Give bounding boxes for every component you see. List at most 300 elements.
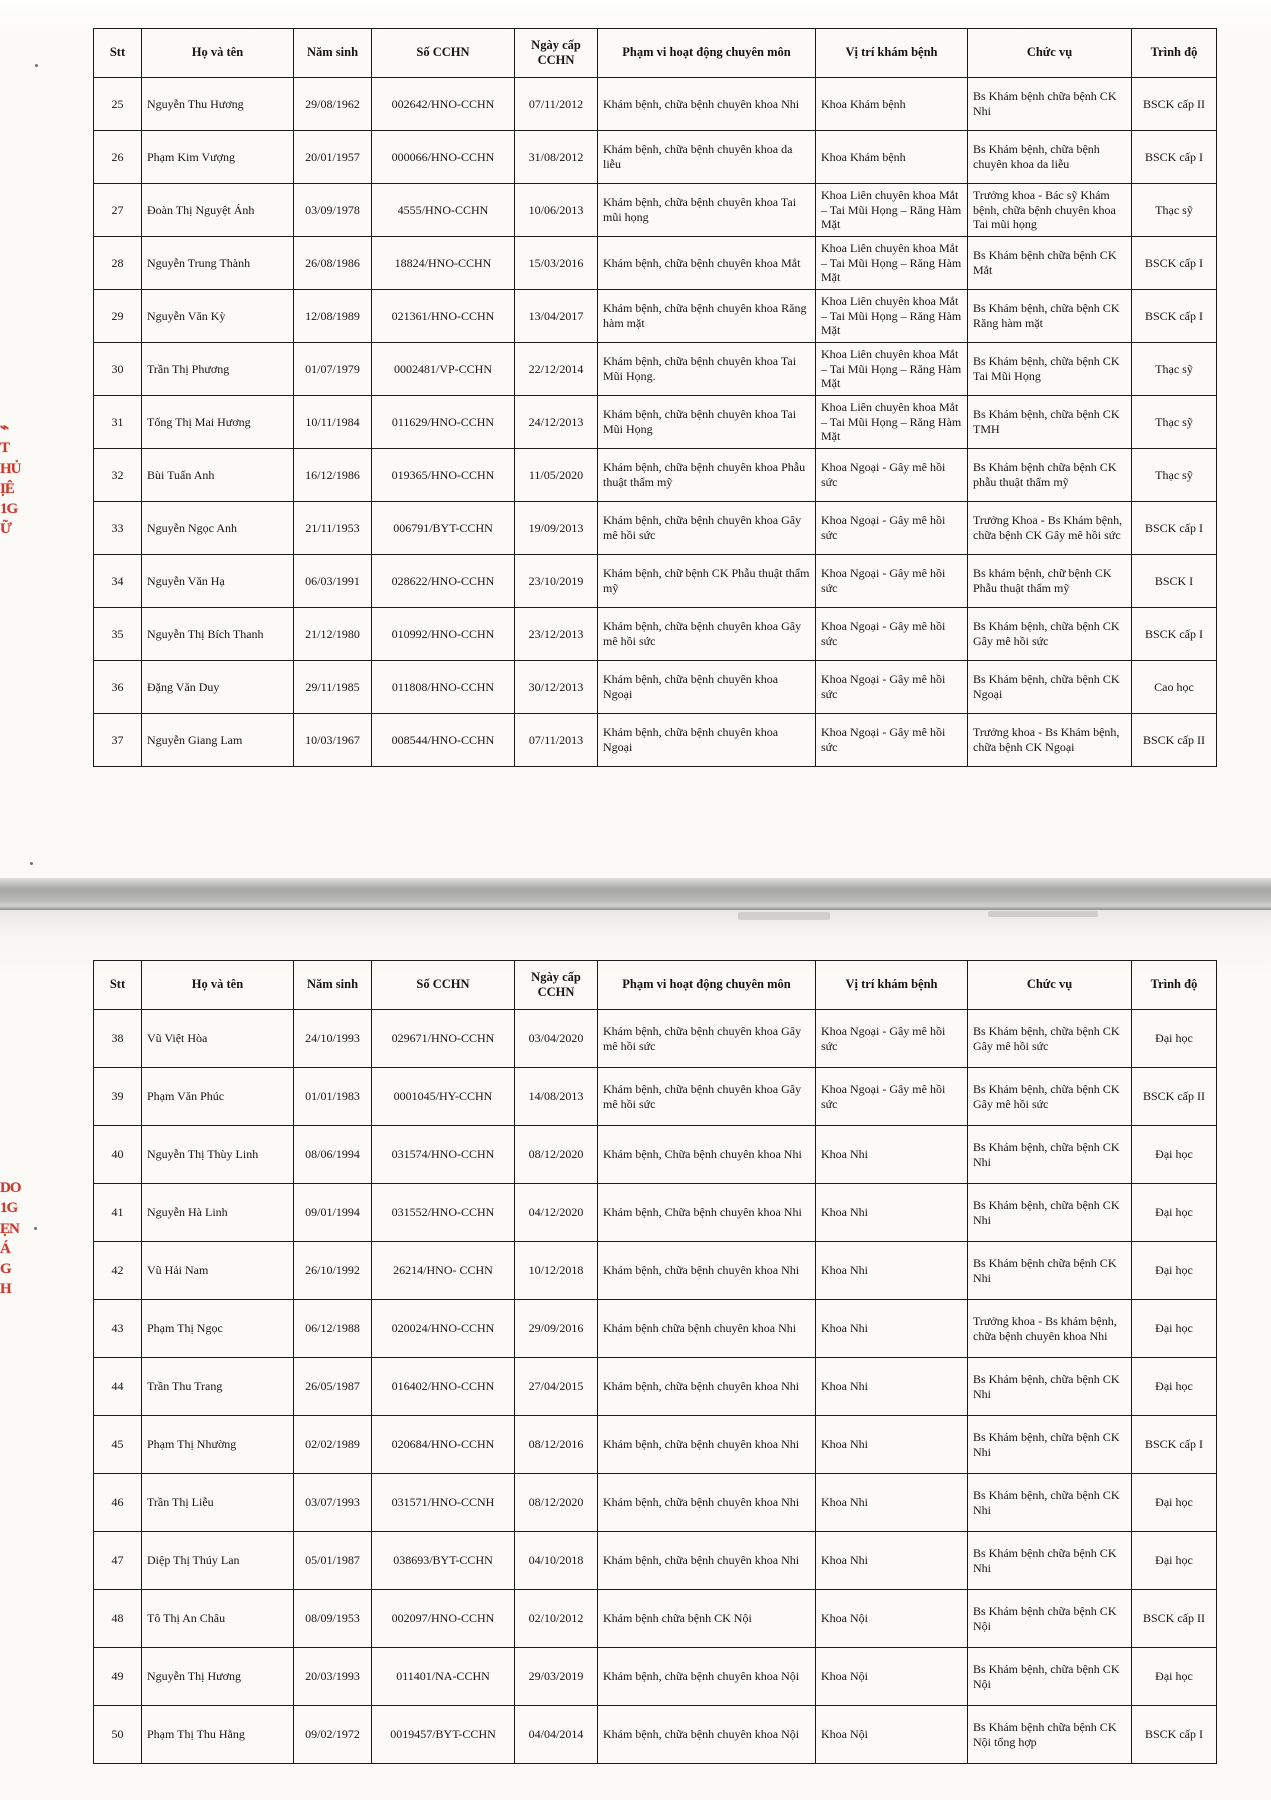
table-cell: Bs Khám bệnh chữa bệnh CK Mắt: [968, 237, 1132, 290]
table-cell: 031552/HNO-CCHN: [372, 1184, 515, 1242]
practitioner-table-page-1: [93, 28, 1217, 767]
table-cell: Tống Thị Mai Hương: [142, 396, 294, 449]
table-row: [94, 1010, 1217, 1068]
table-row: [94, 290, 1217, 343]
table-cell: Khoa Ngoại - Gây mê hồi sức: [816, 714, 968, 767]
table-cell: 09/02/1972: [294, 1706, 372, 1764]
table-cell: 32: [94, 449, 142, 502]
table-row: [94, 1068, 1217, 1126]
table-cell: Khoa Nhi: [816, 1242, 968, 1300]
table-cell: BSCK cấp I: [1132, 290, 1217, 343]
table-cell: Bs Khám bệnh, chữa bệnh CK Gây mê hồi sức: [968, 1010, 1132, 1068]
stamp-glyph: Ữ: [0, 521, 11, 538]
column-header-7: Chức vụ: [968, 29, 1132, 78]
table-cell: Trần Thu Trang: [142, 1358, 294, 1416]
table-cell: 31/08/2012: [515, 131, 598, 184]
table-cell: 26/05/1987: [294, 1358, 372, 1416]
table-cell: 24/12/2013: [515, 396, 598, 449]
column-header-5: Phạm vi hoạt động chuyên môn: [598, 961, 816, 1010]
table-cell: Khám bệnh, chữa bệnh chuyên khoa Gây mê hồi sức: [598, 502, 816, 555]
table-cell: Khoa Nhi: [816, 1300, 968, 1358]
stamp-glyph: ẸN: [0, 1220, 19, 1237]
table-cell: 21/11/1953: [294, 502, 372, 555]
table-cell: Khám bệnh, chữa bệnh chuyên khoa Nhi: [598, 1242, 816, 1300]
table-cell: BSCK cấp I: [1132, 131, 1217, 184]
table-cell: Bs Khám bệnh, chữa bệnh CK Gây mê hồi sức: [968, 608, 1132, 661]
table-cell: 08/12/2020: [515, 1126, 598, 1184]
table-row: [94, 184, 1217, 237]
table-cell: Bs Khám bệnh, chữa bệnh CK Răng hàm mặt: [968, 290, 1132, 343]
stamp-glyph: ⌁: [0, 420, 9, 436]
table-cell: Khoa Liên chuyên khoa Mắt – Tai Mũi Họng – Răng Hàm Mặt: [816, 396, 968, 449]
table-cell: Khám bệnh, chữa bệnh chuyên khoa Nhi: [598, 78, 816, 131]
table-cell: 038693/BYT-CCHN: [372, 1532, 515, 1590]
table-cell: 27/04/2015: [515, 1358, 598, 1416]
table-cell: Khám bệnh, chữa bệnh chuyên khoa Ngoại: [598, 661, 816, 714]
page-break-band: [0, 878, 1271, 910]
table-cell: Đại học: [1132, 1242, 1217, 1300]
table-cell: 40: [94, 1126, 142, 1184]
table-cell: Khám bệnh chữa bệnh chuyên khoa Nhi: [598, 1300, 816, 1358]
table-cell: 26/08/1986: [294, 237, 372, 290]
table-cell: Đoàn Thị Nguyệt Ánh: [142, 184, 294, 237]
table-cell: Trưởng khoa - Bác sỹ Khám bệnh, chữa bệnh chuyên khoa Tai mũi họng: [968, 184, 1132, 237]
table-cell: 02/10/2012: [515, 1590, 598, 1648]
table-cell: 020684/HNO-CCHN: [372, 1416, 515, 1474]
table-cell: 10/03/1967: [294, 714, 372, 767]
table-cell: 46: [94, 1474, 142, 1532]
table-cell: 50: [94, 1706, 142, 1764]
table-cell: Khám bệnh, Chữa bệnh chuyên khoa Nhi: [598, 1126, 816, 1184]
table-cell: Bs Khám bệnh chữa bệnh CK Nhi: [968, 1532, 1132, 1590]
table-cell: Khoa Khám bệnh: [816, 78, 968, 131]
table-row: [94, 1300, 1217, 1358]
table-cell: 19/09/2013: [515, 502, 598, 555]
table-cell: Khám bệnh chữa bệnh CK Nội: [598, 1590, 816, 1648]
table-cell: Đại học: [1132, 1532, 1217, 1590]
table-cell: 34: [94, 555, 142, 608]
table-cell: Khám bệnh, chữa bệnh chuyên khoa Nhi: [598, 1474, 816, 1532]
table-row: [94, 343, 1217, 396]
table-header: [94, 29, 1217, 78]
table-cell: Khám bệnh, chữa bệnh chuyên khoa Nhi: [598, 1358, 816, 1416]
table-cell: 26/10/1992: [294, 1242, 372, 1300]
table-cell: Thạc sỹ: [1132, 184, 1217, 237]
table-cell: Nguyễn Giang Lam: [142, 714, 294, 767]
table-cell: 29/09/2016: [515, 1300, 598, 1358]
table-cell: Thạc sỹ: [1132, 396, 1217, 449]
scan-speck: [30, 862, 33, 865]
column-header-2: Năm sinh: [294, 29, 372, 78]
table-cell: Khoa Ngoại - Gây mê hồi sức: [816, 555, 968, 608]
table-cell: 03/04/2020: [515, 1010, 598, 1068]
table-row: [94, 1242, 1217, 1300]
table-cell: 08/09/1953: [294, 1590, 372, 1648]
table-cell: Khoa Ngoại - Gây mê hồi sức: [816, 1068, 968, 1126]
column-header-2: Năm sinh: [294, 961, 372, 1010]
table-row: [94, 1358, 1217, 1416]
table-cell: Cao học: [1132, 661, 1217, 714]
column-header-5: Phạm vi hoạt động chuyên môn: [598, 29, 816, 78]
table-cell: 29: [94, 290, 142, 343]
table-cell: BSCK cấp I: [1132, 1706, 1217, 1764]
table-cell: Khoa Nội: [816, 1706, 968, 1764]
stamp-glyph: DO: [0, 1180, 21, 1196]
table-cell: 26214/HNO- CCHN: [372, 1242, 515, 1300]
table-row: [94, 661, 1217, 714]
column-header-8: Trình độ: [1132, 29, 1217, 78]
table-cell: Khám bệnh, chữa bệnh chuyên khoa Phẫu thuật thẩm mỹ: [598, 449, 816, 502]
stamp-glyph: HỦ: [0, 460, 21, 477]
table-cell: Khoa Ngoại - Gây mê hồi sức: [816, 608, 968, 661]
table-cell: BSCK cấp I: [1132, 237, 1217, 290]
table-row: [94, 502, 1217, 555]
table-cell: Khoa Nhi: [816, 1358, 968, 1416]
table-cell: 09/01/1994: [294, 1184, 372, 1242]
table-cell: Khoa Nhi: [816, 1474, 968, 1532]
table-cell: Nguyễn Hà Linh: [142, 1184, 294, 1242]
table-cell: 26: [94, 131, 142, 184]
table-cell: BSCK cấp II: [1132, 78, 1217, 131]
table-cell: Bs Khám bệnh chữa bệnh CK Nội tổng hợp: [968, 1706, 1132, 1764]
table-cell: BSCK cấp I: [1132, 608, 1217, 661]
table-cell: 24/10/1993: [294, 1010, 372, 1068]
stamp-glyph: T: [0, 440, 10, 457]
table-cell: Phạm Thị Ngọc: [142, 1300, 294, 1358]
table-cell: Khoa Nhi: [816, 1126, 968, 1184]
table-cell: 0001045/HY-CCHN: [372, 1068, 515, 1126]
table-cell: Bs Khám bệnh, chữa bệnh CK Nhi: [968, 1184, 1132, 1242]
table-cell: 10/12/2018: [515, 1242, 598, 1300]
table-row: [94, 1532, 1217, 1590]
table-cell: Bs Khám bệnh chữa bệnh CK Nội: [968, 1590, 1132, 1648]
table-cell: 37: [94, 714, 142, 767]
table-cell: Khoa Liên chuyên khoa Mắt – Tai Mũi Họng – Răng Hàm Mặt: [816, 343, 968, 396]
table-cell: 11/05/2020: [515, 449, 598, 502]
stamp-glyph: 1G: [0, 1200, 18, 1217]
table-cell: BSCK cấp II: [1132, 1068, 1217, 1126]
table-cell: 020024/HNO-CCHN: [372, 1300, 515, 1358]
table-cell: Phạm Thị Thu Hằng: [142, 1706, 294, 1764]
table-cell: 08/06/1994: [294, 1126, 372, 1184]
table-row: [94, 555, 1217, 608]
table-cell: Bs Khám bệnh, chữa bệnh CK Nhi: [968, 1358, 1132, 1416]
table-cell: 15/03/2016: [515, 237, 598, 290]
table-cell: Bs Khám bệnh, chữa bệnh chuyên khoa da liễu: [968, 131, 1132, 184]
stamp-glyph: 1G: [0, 501, 18, 517]
table-cell: Trưởng Khoa - Bs Khám bệnh, chữa bệnh CK Gây mê hồi sức: [968, 502, 1132, 555]
table-cell: 30/12/2013: [515, 661, 598, 714]
table-cell: BSCK cấp II: [1132, 714, 1217, 767]
table-cell: 38: [94, 1010, 142, 1068]
column-header-0: Stt: [94, 961, 142, 1010]
table-cell: Khoa Nhi: [816, 1532, 968, 1590]
table-cell: Đại học: [1132, 1184, 1217, 1242]
table-cell: 42: [94, 1242, 142, 1300]
table-cell: 36: [94, 661, 142, 714]
table-cell: 08/12/2016: [515, 1416, 598, 1474]
table-cell: 03/07/1993: [294, 1474, 372, 1532]
table-row: [94, 237, 1217, 290]
table-cell: Khoa Ngoại - Gây mê hồi sức: [816, 502, 968, 555]
table-cell: Nguyễn Trung Thành: [142, 237, 294, 290]
table-cell: 019365/HNO-CCHN: [372, 449, 515, 502]
table-cell: 01/07/1979: [294, 343, 372, 396]
table-cell: BSCK I: [1132, 555, 1217, 608]
table-cell: Đại học: [1132, 1010, 1217, 1068]
table-cell: Tô Thị An Châu: [142, 1590, 294, 1648]
table-cell: Khám bệnh, chữa bệnh chuyên khoa Ngoại: [598, 714, 816, 767]
table-row: [94, 78, 1217, 131]
table-cell: 30: [94, 343, 142, 396]
table-cell: 0002481/VP-CCHN: [372, 343, 515, 396]
table-cell: Đại học: [1132, 1358, 1217, 1416]
table-cell: Khoa Liên chuyên khoa Mắt – Tai Mũi Họng – Răng Hàm Mặt: [816, 237, 968, 290]
table-cell: Thạc sỹ: [1132, 449, 1217, 502]
table-cell: 20/01/1957: [294, 131, 372, 184]
table-cell: 45: [94, 1416, 142, 1474]
table-cell: Trưởng khoa - Bs khám bệnh, chữa bệnh chuyên khoa Nhi: [968, 1300, 1132, 1358]
column-header-1: Họ và tên: [142, 29, 294, 78]
stamp-glyph: G: [0, 1261, 11, 1277]
table-cell: Nguyễn Thị Thùy Linh: [142, 1126, 294, 1184]
table-cell: Bs Khám bệnh, chữa bệnh CK Tai Mũi Họng: [968, 343, 1132, 396]
table-cell: Bs Khám bệnh, chữa bệnh CK Gây mê hồi sức: [968, 1068, 1132, 1126]
table-cell: Bs Khám bệnh chữa bệnh CK phẫu thuật thẩm mỹ: [968, 449, 1132, 502]
table-cell: BSCK cấp I: [1132, 1416, 1217, 1474]
column-header-3: Số CCHN: [372, 961, 515, 1010]
table-row: [94, 1126, 1217, 1184]
table-cell: Vũ Hải Nam: [142, 1242, 294, 1300]
table-cell: Đại học: [1132, 1648, 1217, 1706]
table-cell: Phạm Kim Vượng: [142, 131, 294, 184]
column-header-6: Vị trí khám bệnh: [816, 29, 968, 78]
table-cell: Khám bệnh, chữa bệnh chuyên khoa Tai Mũi Họng.: [598, 343, 816, 396]
table-cell: 021361/HNO-CCHN: [372, 290, 515, 343]
stamp-glyph: H: [0, 1281, 11, 1298]
table-row: [94, 1184, 1217, 1242]
column-header-0: Stt: [94, 29, 142, 78]
table-cell: 44: [94, 1358, 142, 1416]
table-cell: 43: [94, 1300, 142, 1358]
table-cell: 0019457/BYT-CCHN: [372, 1706, 515, 1764]
table-cell: Thạc sỹ: [1132, 343, 1217, 396]
table-cell: 14/08/2013: [515, 1068, 598, 1126]
table-cell: Khám bệnh, chữa bệnh chuyên khoa Gây mê hồi sức: [598, 608, 816, 661]
table-cell: Đại học: [1132, 1300, 1217, 1358]
scan-smudge: [988, 911, 1098, 917]
table-cell: 29/11/1985: [294, 661, 372, 714]
table-cell: Đại học: [1132, 1126, 1217, 1184]
table-cell: Khoa Nhi: [816, 1184, 968, 1242]
table-cell: Khám bệnh, Chữa bệnh chuyên khoa Nhi: [598, 1184, 816, 1242]
stamp-glyph: Á: [0, 1240, 10, 1257]
table-cell: 02/02/1989: [294, 1416, 372, 1474]
table-cell: Khám bệnh, chữa bệnh chuyên khoa Gây mê hồi sức: [598, 1010, 816, 1068]
table-cell: 01/01/1983: [294, 1068, 372, 1126]
table-cell: 031574/HNO-CCHN: [372, 1126, 515, 1184]
scan-speck: [35, 64, 38, 67]
table-cell: Khoa Ngoại - Gây mê hồi sức: [816, 449, 968, 502]
table-cell: 006791/BYT-CCHN: [372, 502, 515, 555]
table-cell: Khám bệnh, chữa bệnh chuyên khoa Nhi: [598, 1416, 816, 1474]
table-cell: Khoa Khám bệnh: [816, 131, 968, 184]
table-cell: Khám bệnh, chữa bệnh chuyên khoa Nội: [598, 1706, 816, 1764]
table-cell: BSCK cấp II: [1132, 1590, 1217, 1648]
table-cell: 23/12/2013: [515, 608, 598, 661]
table-cell: Khám bệnh, chữa bệnh chuyên khoa Răng hàm mặt: [598, 290, 816, 343]
table-cell: 23/10/2019: [515, 555, 598, 608]
table-cell: 07/11/2013: [515, 714, 598, 767]
table-cell: Nguyễn Thu Hương: [142, 78, 294, 131]
table-cell: 000066/HNO-CCHN: [372, 131, 515, 184]
table-cell: 011401/NA-CCHN: [372, 1648, 515, 1706]
table-cell: Nguyễn Thị Bích Thanh: [142, 608, 294, 661]
table-cell: Khoa Nội: [816, 1648, 968, 1706]
table-cell: 25: [94, 78, 142, 131]
table-cell: Khoa Ngoại - Gây mê hồi sức: [816, 661, 968, 714]
table-cell: Khoa Nội: [816, 1590, 968, 1648]
table-cell: Khoa Liên chuyên khoa Mắt – Tai Mũi Họng – Răng Hàm Mặt: [816, 290, 968, 343]
table-cell: 39: [94, 1068, 142, 1126]
table-row: [94, 1648, 1217, 1706]
column-header-4: Ngày cấp CCHN: [515, 961, 598, 1010]
table-cell: Bùi Tuấn Anh: [142, 449, 294, 502]
table-cell: Trần Thị Liễu: [142, 1474, 294, 1532]
table-cell: Khám bệnh, chữa bệnh chuyên khoa Gây mê hồi sức: [598, 1068, 816, 1126]
table-cell: 16/12/1986: [294, 449, 372, 502]
table-cell: Bs Khám bệnh, chữa bệnh CK Nhi: [968, 1126, 1132, 1184]
table-cell: 010992/HNO-CCHN: [372, 608, 515, 661]
table-cell: Vũ Việt Hòa: [142, 1010, 294, 1068]
table-cell: Bs Khám bệnh chữa bệnh CK Nhi: [968, 78, 1132, 131]
table-row: [94, 131, 1217, 184]
table-cell: 04/10/2018: [515, 1532, 598, 1590]
table-row: [94, 608, 1217, 661]
table-cell: 27: [94, 184, 142, 237]
table-cell: Bs khám bệnh, chữ bệnh CK Phẫu thuật thẩm mỹ: [968, 555, 1132, 608]
table-cell: 002097/HNO-CCHN: [372, 1590, 515, 1648]
table-cell: 49: [94, 1648, 142, 1706]
table-cell: 04/04/2014: [515, 1706, 598, 1764]
table-cell: Bs Khám bệnh, chữa bệnh CK TMH: [968, 396, 1132, 449]
table-cell: 20/03/1993: [294, 1648, 372, 1706]
table-cell: 029671/HNO-CCHN: [372, 1010, 515, 1068]
table-cell: 41: [94, 1184, 142, 1242]
table-cell: Khám bệnh, chữa bệnh chuyên khoa Tai mũi họng: [598, 184, 816, 237]
table-cell: Nguyễn Văn Kỳ: [142, 290, 294, 343]
table-cell: Khám bệnh, chữa bệnh chuyên khoa da liễu: [598, 131, 816, 184]
table-cell: 29/03/2019: [515, 1648, 598, 1706]
table-cell: 08/12/2020: [515, 1474, 598, 1532]
table-cell: 10/06/2013: [515, 184, 598, 237]
table-cell: 33: [94, 502, 142, 555]
table-cell: 22/12/2014: [515, 343, 598, 396]
scan-smudge: [738, 912, 830, 920]
table-cell: Bs Khám bệnh, chữa bệnh CK Nội: [968, 1648, 1132, 1706]
table-cell: 05/01/1987: [294, 1532, 372, 1590]
table-cell: 011808/HNO-CCHN: [372, 661, 515, 714]
table-cell: 031571/HNO-CCNH: [372, 1474, 515, 1532]
table-cell: 011629/HNO-CCHN: [372, 396, 515, 449]
table-cell: 47: [94, 1532, 142, 1590]
table-cell: Khoa Ngoại - Gây mê hồi sức: [816, 1010, 968, 1068]
table-row: [94, 1590, 1217, 1648]
table-cell: Nguyễn Thị Hương: [142, 1648, 294, 1706]
table-header: [94, 961, 1217, 1010]
column-header-8: Trình độ: [1132, 961, 1217, 1010]
column-header-3: Số CCHN: [372, 29, 515, 78]
table-cell: Khám bệnh, chữ bệnh CK Phẫu thuật thẩm mỹ: [598, 555, 816, 608]
table-cell: 31: [94, 396, 142, 449]
table-cell: 028622/HNO-CCHN: [372, 555, 515, 608]
table-row: [94, 449, 1217, 502]
table-cell: Bs Khám bệnh chữa bệnh CK Nhi: [968, 1242, 1132, 1300]
table-cell: 12/08/1989: [294, 290, 372, 343]
table-cell: Khoa Liên chuyên khoa Mắt – Tai Mũi Họng – Răng Hàm Mặt: [816, 184, 968, 237]
table-cell: Khám bệnh, chữa bệnh chuyên khoa Nội: [598, 1648, 816, 1706]
table-cell: 4555/HNO-CCHN: [372, 184, 515, 237]
table-cell: 35: [94, 608, 142, 661]
table-cell: Bs Khám bệnh, chữa bệnh CK Ngoại: [968, 661, 1132, 714]
practitioner-table-page-2: [93, 960, 1217, 1764]
table-cell: Đặng Văn Duy: [142, 661, 294, 714]
table-cell: 21/12/1980: [294, 608, 372, 661]
table-cell: 10/11/1984: [294, 396, 372, 449]
table-cell: 04/12/2020: [515, 1184, 598, 1242]
column-header-7: Chức vụ: [968, 961, 1132, 1010]
table-cell: 06/03/1991: [294, 555, 372, 608]
column-header-6: Vị trí khám bệnh: [816, 961, 968, 1010]
scan-speck: [34, 1227, 37, 1230]
table-cell: 008544/HNO-CCHN: [372, 714, 515, 767]
table-cell: Diệp Thị Thúy Lan: [142, 1532, 294, 1590]
table-cell: Khám bệnh, chữa bệnh chuyên khoa Tai Mũi Họng: [598, 396, 816, 449]
table-cell: 07/11/2012: [515, 78, 598, 131]
table-cell: 03/09/1978: [294, 184, 372, 237]
table-cell: 48: [94, 1590, 142, 1648]
red-stamp-fragment: [0, 418, 24, 540]
table-row: [94, 1474, 1217, 1532]
table-cell: Đại học: [1132, 1474, 1217, 1532]
table-cell: 29/08/1962: [294, 78, 372, 131]
table-cell: Bs Khám bệnh, chữa bệnh CK Nhi: [968, 1474, 1132, 1532]
table-cell: Bs Khám bệnh, chữa bệnh CK Nhi: [968, 1416, 1132, 1474]
table-cell: Khám bệnh, chữa bệnh chuyên khoa Nhi: [598, 1532, 816, 1590]
table-cell: Nguyễn Ngọc Anh: [142, 502, 294, 555]
table-cell: Trần Thị Phương: [142, 343, 294, 396]
red-stamp-fragment: [0, 1178, 24, 1300]
table-row: [94, 714, 1217, 767]
table-cell: Khoa Nhi: [816, 1416, 968, 1474]
table-cell: 18824/HNO-CCHN: [372, 237, 515, 290]
table-cell: BSCK cấp I: [1132, 502, 1217, 555]
table-row: [94, 1706, 1217, 1764]
table-cell: 28: [94, 237, 142, 290]
column-header-4: Ngày cấp CCHN: [515, 29, 598, 78]
table-cell: 06/12/1988: [294, 1300, 372, 1358]
table-cell: Phạm Thị Nhường: [142, 1416, 294, 1474]
table-cell: Nguyễn Văn Hạ: [142, 555, 294, 608]
table-row: [94, 396, 1217, 449]
table-cell: Phạm Văn Phúc: [142, 1068, 294, 1126]
stamp-glyph: ỊÊ: [0, 480, 14, 497]
table-cell: 002642/HNO-CCHN: [372, 78, 515, 131]
table-cell: 13/04/2017: [515, 290, 598, 343]
column-header-1: Họ và tên: [142, 961, 294, 1010]
table-cell: 016402/HNO-CCHN: [372, 1358, 515, 1416]
table-row: [94, 1416, 1217, 1474]
